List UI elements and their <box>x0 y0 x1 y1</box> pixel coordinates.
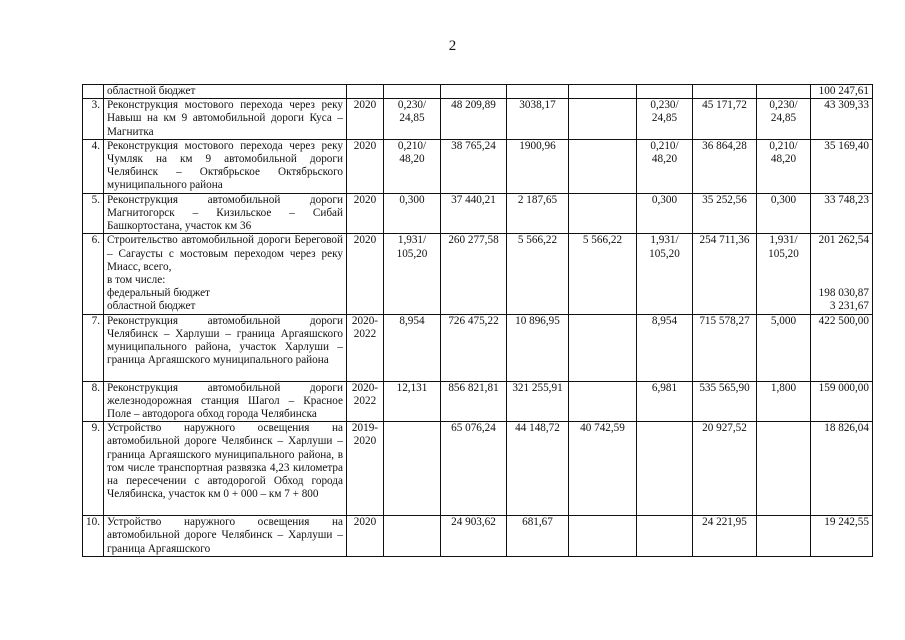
year-cell <box>346 85 383 99</box>
cost-plan-cell: 45 171,72 <box>692 99 756 140</box>
cost-plan-cell: 535 565,90 <box>692 381 756 422</box>
item-name: Реконструкция автомобильной дороги Челябинск – Харлуши – граница Аргаяшского муниципального района, участок Харлуши – граница Аргаяшского муниципального района <box>103 314 346 381</box>
funding-2020-cell: 33 748,23 <box>810 193 872 234</box>
federal-cell <box>568 314 636 381</box>
year-cell: 2020 <box>346 99 383 140</box>
year-cell: 2020 <box>346 234 383 314</box>
length-2020-cell: 5,000 <box>756 314 810 381</box>
funded-before-cell: 2 187,65 <box>506 193 568 234</box>
total-cost-cell: 38 765,24 <box>440 139 506 193</box>
funded-before-cell: 681,67 <box>506 516 568 557</box>
cost-plan-cell: 35 252,56 <box>692 193 756 234</box>
federal-cell: 5 566,22 <box>568 234 636 314</box>
total-cost-cell: 260 277,58 <box>440 234 506 314</box>
table-row <box>83 234 873 314</box>
length-plan-cell <box>636 516 692 557</box>
item-name: Реконструкция мостового перехода через реку Чумляк на км 9 автомобильной дороги Челябинск – Октябрьское Октябрьского муниципального района <box>103 139 346 193</box>
row-number: 5. <box>83 193 104 234</box>
length-plan-cell: 0,230/ 24,85 <box>636 99 692 140</box>
length-cell <box>383 516 440 557</box>
length-2020-cell <box>756 422 810 516</box>
federal-cell <box>568 516 636 557</box>
item-name: Строительство автомобильной дороги Береговой – Сагаусты с мостовым переходом через реку Миасс, всего, в том числе: федеральный бюджет областной бюджет <box>103 234 346 314</box>
length-cell: 1,931/ 105,20 <box>383 234 440 314</box>
table-row <box>83 422 873 516</box>
total-cost-cell: 37 440,21 <box>440 193 506 234</box>
row-number <box>83 85 104 99</box>
funded-before-cell: 3038,17 <box>506 99 568 140</box>
funded-before-cell <box>506 85 568 99</box>
federal-cell <box>568 139 636 193</box>
length-cell: 8,954 <box>383 314 440 381</box>
length-plan-cell: 1,931/ 105,20 <box>636 234 692 314</box>
year-cell: 2020 <box>346 516 383 557</box>
row-number: 7. <box>83 314 104 381</box>
table-row <box>83 314 873 381</box>
length-2020-cell <box>756 516 810 557</box>
total-cost-cell: 48 209,89 <box>440 99 506 140</box>
item-name: Устройство наружного освещения на автомобильной дороге Челябинск – Харлуши – граница Аргаяшского муниципального района, в том числе транспортная развязка 4,23 километра на пересечении с автодорогой Обход города Челябинска, участок км 0 + 000 – км 7 + 800 <box>103 422 346 516</box>
federal-cell <box>568 381 636 422</box>
length-plan-cell: 0,300 <box>636 193 692 234</box>
funding-2020-cell: 100 247,61 <box>810 85 872 99</box>
row-number: 4. <box>83 139 104 193</box>
year-cell: 2019-2020 <box>346 422 383 516</box>
funded-before-cell: 1900,96 <box>506 139 568 193</box>
row-number: 6. <box>83 234 104 314</box>
total-cost-cell: 856 821,81 <box>440 381 506 422</box>
funding-2020-cell: 18 826,04 <box>810 422 872 516</box>
length-plan-cell: 6,981 <box>636 381 692 422</box>
total-cost-cell: 65 076,24 <box>440 422 506 516</box>
length-cell: 0,210/ 48,20 <box>383 139 440 193</box>
table-row <box>83 85 873 99</box>
table-row <box>83 381 873 422</box>
length-cell: 12,131 <box>383 381 440 422</box>
federal-cell <box>568 99 636 140</box>
row-number: 9. <box>83 422 104 516</box>
length-2020-cell: 1,931/ 105,20 <box>756 234 810 314</box>
length-cell <box>383 85 440 99</box>
table-row <box>83 193 873 234</box>
item-name: Реконструкция мостового перехода через реку Навыш на км 9 автомобильной дороги Куса – Магнитка <box>103 99 346 140</box>
length-plan-cell: 8,954 <box>636 314 692 381</box>
item-name: Реконструкция автомобильной дороги Магнитогорск – Кизильское – Сибай Башкортостана, участок км 36 <box>103 193 346 234</box>
funding-2020-cell: 35 169,40 <box>810 139 872 193</box>
total-cost-cell: 24 903,62 <box>440 516 506 557</box>
length-2020-cell: 0,210/ 48,20 <box>756 139 810 193</box>
funded-before-cell: 44 148,72 <box>506 422 568 516</box>
table-row <box>83 139 873 193</box>
cost-plan-cell <box>692 85 756 99</box>
funded-before-cell: 10 896,95 <box>506 314 568 381</box>
row-number: 3. <box>83 99 104 140</box>
length-cell: 0,300 <box>383 193 440 234</box>
funding-2020-cell: 19 242,55 <box>810 516 872 557</box>
year-cell: 2020 <box>346 193 383 234</box>
funded-before-cell: 321 255,91 <box>506 381 568 422</box>
federal-cell <box>568 193 636 234</box>
budget-table <box>82 84 873 557</box>
length-cell: 0,230/ 24,85 <box>383 99 440 140</box>
cost-plan-cell: 36 864,28 <box>692 139 756 193</box>
year-cell: 2020 <box>346 139 383 193</box>
length-cell <box>383 422 440 516</box>
page-number: 2 <box>448 38 457 54</box>
cost-plan-cell: 254 711,36 <box>692 234 756 314</box>
total-cost-cell <box>440 85 506 99</box>
cost-plan-cell: 715 578,27 <box>692 314 756 381</box>
item-name: Реконструкция автомобильной дороги железнодорожная станция Шагол – Красное Поле – автодорога обход города Челябинска <box>103 381 346 422</box>
cost-plan-cell: 20 927,52 <box>692 422 756 516</box>
row-number: 10. <box>83 516 104 557</box>
year-cell: 2020-2022 <box>346 314 383 381</box>
year-cell: 2020-2022 <box>346 381 383 422</box>
funding-2020-cell: 43 309,33 <box>810 99 872 140</box>
cost-plan-cell: 24 221,95 <box>692 516 756 557</box>
length-2020-cell <box>756 85 810 99</box>
length-2020-cell: 1,800 <box>756 381 810 422</box>
row-number: 8. <box>83 381 104 422</box>
funded-before-cell: 5 566,22 <box>506 234 568 314</box>
table-row <box>83 516 873 557</box>
funding-2020-cell: 422 500,00 <box>810 314 872 381</box>
funding-2020-cell: 159 000,00 <box>810 381 872 422</box>
length-plan-cell: 0,210/ 48,20 <box>636 139 692 193</box>
length-plan-cell <box>636 422 692 516</box>
funding-2020-cell: 201 262,54 198 030,87 3 231,67 <box>810 234 872 314</box>
length-2020-cell: 0,300 <box>756 193 810 234</box>
length-plan-cell <box>636 85 692 99</box>
item-name: Устройство наружного освещения на автомобильной дороге Челябинск – Харлуши – граница Аргаяшского <box>103 516 346 557</box>
length-2020-cell: 0,230/ 24,85 <box>756 99 810 140</box>
total-cost-cell: 726 475,22 <box>440 314 506 381</box>
federal-cell: 40 742,59 <box>568 422 636 516</box>
table-row <box>83 99 873 140</box>
federal-cell <box>568 85 636 99</box>
item-name: областной бюджет <box>103 85 346 99</box>
